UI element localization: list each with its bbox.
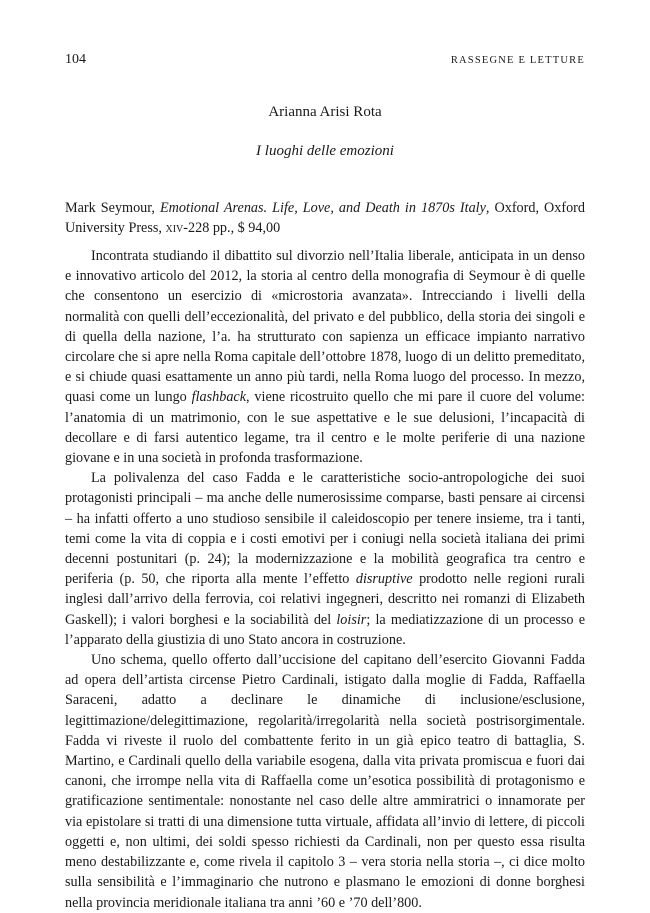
- paragraph-2-emphasis-1: disruptive: [355, 571, 413, 588]
- paragraph-3-text: Uno schema, quello offerto dall’uccisione del capitano dell’esercito Giovanni Fadda ad opera dell’artista circense Pietro Cardinali, istigato dalla moglie di Fadda, Raffaella Saraceni, adatto a declinare le dinamiche di inclusione/esclusione, legittimazione/delegittimazione, regolarità/irregolarità nella società postrisorgimentale. Fadda vi riveste il ruolo del combattente ferito in un già epico teatro di battaglia, S. Martino, e Cardinali quello della variabile esogena, dalla vita privata promiscua e fuori dai canoni, che irrompe nella vita di Raffaella come un’esotica possibilità di protagonismo e gratificazione sentimentale: nonostante nel caso delle altre ammiratrici o innamorate per via epistolare si tratti di una dimensione tutta virtuale, affidata all’invio di lettere, di piccoli oggetti e, non ultimi, dei soldi spesso richiesti da Cardinali, non per questo essa risulta meno destabilizzante e, come rivela il capitolo 3 – vera storia nella storia –, ci dice molto sulla sensibilità e l’immaginario che nutrono e plasmano le emozioni di donne borghesi nella provincia meridionale italiana tra anni ’60 e ’70 dell’800.: [65, 652, 585, 911]
- pages-roman: xiv: [165, 220, 184, 237]
- book-title: Emotional Arenas. Life, Love, and Death in 1870s Italy: [160, 200, 486, 216]
- paragraph-1-text: Incontrata studiando il dibattito sul divorzio nell’Italia liberale, anticipata in un denso e innovativo articolo del 2012, la storia al centro della monografia di Seymour è di quelle che consentono un esercizio di «microstoria avanzata». Intrecciando i livelli della normalità con quelli dell’eccezionalità, del privato e del pubblico, della storia dei singoli e di quella della nazione, l’a. ha strutturato con sapienza un efficace impianto narrativo circolare che si apre nella Roma capitale dell’ottobre 1878, luogo di un delitto premeditato, e si chiude quasi esattamente un anno più tardi, nella Roma luogo del processo. In mezzo, quasi come un lungo: [65, 248, 585, 406]
- paragraph-1-emphasis: flashback: [191, 389, 247, 406]
- article-body: [65, 246, 585, 913]
- paragraph-2-text-c: ; la mediatizzazione di un processo e l’apparato della giustizia di uno Stato ancora in costruzione.: [65, 611, 585, 648]
- section-title: RASSEGNE E LETTURE: [450, 55, 585, 66]
- paragraph-1-text-end: , viene ricostruito quello che mi pare il cuore del volume: l’anatomia di un matrimonio, con le sue aspettative e le sue delusioni, l’incapacità di decollare e di farsi autentico legame, tra il centro e le molte periferie di una nazione giovane e in una società in profonda trasformazione.: [65, 389, 585, 467]
- publisher: , Oxford, Oxford University Press,: [65, 200, 586, 237]
- paragraph-1: [65, 246, 585, 468]
- paragraph-2-text-a: La polivalenza del caso Fadda e le caratteristiche socio-antropologiche dei suoi protagonisti principali – ma anche delle numerosissime comparse, basti pensare ai circensi – ha infatti offerto a uno studioso sensibile il caleidoscopio per tenere insieme, tra i tanti, temi come la vita di coppia e i costi emotivi per i coniugi nella società italiana dei primi decenni postunitari (p. 24); la modernizzazione e la mobilità geografica tra centro e periferia (p. 50, che riporta alla mente l’effetto: [65, 470, 585, 588]
- running-head: [65, 52, 585, 72]
- bibliographic-reference: [65, 198, 585, 238]
- article-title: I luoghi delle emozioni: [256, 143, 394, 159]
- paragraph-2-emphasis-2: loisir: [336, 611, 367, 628]
- book-author: Mark Seymour,: [65, 200, 160, 216]
- pages-price: -228 pp., $ 94,00: [183, 220, 281, 237]
- paragraph-2: [65, 468, 585, 650]
- paragraph-3: [65, 650, 585, 913]
- page-number: 104: [65, 52, 86, 67]
- article-author: Arianna Arisi Rota: [268, 104, 382, 120]
- paragraph-2-text-b: prodotto nelle regioni rurali inglesi dall’arrivo della ferrovia, coi relativi ingegneri, descritto nei romanzi di Elizabeth Gaskell); i valori borghesi e la sociabilità del: [65, 571, 585, 628]
